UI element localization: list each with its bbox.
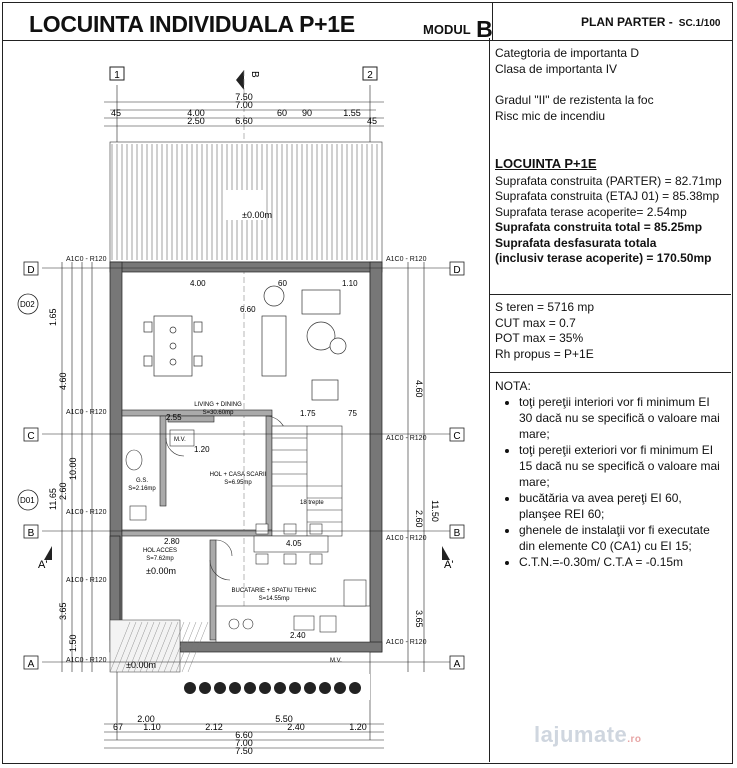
- shrub: [319, 682, 331, 694]
- shrub: [274, 682, 286, 694]
- svg-text:3.65: 3.65: [58, 602, 68, 620]
- modul-letter: B: [476, 16, 493, 42]
- dim-text-right: [414, 380, 440, 628]
- rh-line: Rh propus = P+1E: [495, 346, 594, 361]
- svg-text:5.50: 5.50: [275, 714, 293, 724]
- dim-text-top: [111, 92, 377, 126]
- area-etaj: Suprafata construita (ETAJ 01) = 85.38mp: [495, 189, 720, 203]
- svg-text:1.10: 1.10: [143, 722, 161, 732]
- svg-text:2.60: 2.60: [58, 482, 68, 500]
- svg-text:A1C0 - R120: A1C0 - R120: [386, 435, 427, 442]
- detail-d02: D02: [20, 300, 35, 309]
- svg-text:4.60: 4.60: [58, 372, 68, 390]
- svg-text:A1C0 - R120: A1C0 - R120: [66, 256, 107, 263]
- svg-text:S=14.55mp: S=14.55mp: [258, 596, 290, 602]
- areas-block: [495, 156, 722, 267]
- svg-text:7.00: 7.00: [235, 738, 253, 748]
- pot-line: POT max = 35%: [495, 331, 584, 345]
- detail-d01: D01: [20, 496, 35, 505]
- svg-text:4.05: 4.05: [286, 539, 302, 548]
- shrub: [229, 682, 241, 694]
- svg-text:60: 60: [278, 279, 287, 288]
- shrub: [199, 682, 211, 694]
- svg-text:LIVING + DINING: LIVING + DINING: [194, 402, 242, 408]
- section-label-b: B: [249, 71, 260, 78]
- svg-text:75: 75: [348, 409, 357, 418]
- watermark-logo: lajumate.ro: [534, 722, 642, 747]
- svg-text:6.60: 6.60: [235, 730, 253, 740]
- category-line: Categtoria de importanta D: [495, 46, 640, 60]
- axis-label-1: 1: [114, 70, 120, 81]
- svg-text:67: 67: [112, 722, 124, 732]
- svg-text:C: C: [27, 431, 35, 442]
- svg-text:2.80: 2.80: [164, 537, 180, 546]
- area-parter: Suprafata construita (PARTER) = 82.71mp: [495, 173, 722, 188]
- notes-block: [495, 378, 725, 570]
- shrub: [334, 682, 346, 694]
- svg-text:S=7.62mp: S=7.62mp: [146, 556, 174, 562]
- plan-title: PLAN PARTER - SC.1/100: [581, 15, 721, 29]
- shrub: [304, 682, 316, 694]
- svg-text:A: A: [27, 659, 35, 670]
- svg-text:2.00: 2.00: [137, 714, 155, 724]
- section-title: LOCUINTA P+1E: [495, 156, 597, 171]
- svg-text:11.50: 11.50: [430, 500, 440, 522]
- svg-text:A1C0 - R120: A1C0 - R120: [386, 535, 427, 542]
- axis-label-2: 2: [367, 70, 373, 81]
- svg-text:1.20: 1.20: [194, 445, 210, 454]
- svg-text:60: 60: [276, 108, 288, 118]
- plan-scale: SC.1/100: [678, 18, 721, 29]
- svg-text:4.00: 4.00: [190, 279, 206, 288]
- svg-text:4.60: 4.60: [414, 380, 424, 398]
- dim-text-bottom: [113, 714, 367, 756]
- svg-text:7.50: 7.50: [235, 746, 253, 756]
- notes-title: NOTA:: [495, 379, 531, 393]
- svg-text:S=30.60mp: S=30.60mp: [202, 410, 234, 416]
- header-divider: [492, 3, 493, 40]
- wc-fixtures: [126, 450, 149, 520]
- teren-line: S teren = 5716 mp: [495, 300, 595, 314]
- svg-text:S=6.95mp: S=6.95mp: [224, 480, 252, 486]
- note-item: • ghenele de instalaţii vor fi executate din elemente C0 (CA1) cu EI 15;: [519, 522, 725, 554]
- svg-text:1.75: 1.75: [300, 409, 316, 418]
- svg-text:1.10: 1.10: [342, 279, 358, 288]
- info-panel: [489, 38, 731, 762]
- detail-markers: [18, 294, 38, 510]
- project-title: LOCUINTA INDIVIDUALA P+1E: [29, 11, 355, 37]
- svg-text:1.50: 1.50: [68, 634, 78, 652]
- svg-text:1.55: 1.55: [343, 108, 361, 118]
- svg-text:A1C0 - R120: A1C0 - R120: [66, 409, 107, 416]
- staircase: [272, 426, 342, 536]
- svg-text:45: 45: [110, 108, 122, 118]
- area-desf-1: Suprafata desfasurata totala: [495, 235, 657, 250]
- stairs-label: 18 trepte: [300, 500, 324, 506]
- hol-level: ±0.00m: [146, 566, 176, 576]
- terrace-top-level: ±0.00m: [242, 210, 272, 220]
- title-block: [3, 3, 732, 41]
- svg-text:4.00: 4.00: [187, 108, 205, 118]
- svg-text:D: D: [27, 265, 35, 276]
- svg-text:HOL ACCES: HOL ACCES: [142, 548, 178, 554]
- divider-1: [490, 294, 731, 295]
- svg-text:A: A: [453, 659, 461, 670]
- area-terase: Suprafata terase acoperite= 2.54mp: [495, 204, 687, 219]
- svg-text:B: B: [453, 528, 461, 539]
- svg-text:7.00: 7.00: [235, 100, 253, 110]
- svg-text:2.50: 2.50: [187, 116, 205, 126]
- area-total: Suprafata construita total = 85.25mp: [495, 220, 703, 234]
- svg-text:2.60: 2.60: [414, 510, 424, 528]
- svg-text:2.12: 2.12: [205, 722, 223, 732]
- dim-text-left: [48, 308, 78, 652]
- svg-text:A1C0 - R120: A1C0 - R120: [386, 639, 427, 646]
- shrub: [259, 682, 271, 694]
- cut-line: CUT max = 0.7: [495, 315, 576, 330]
- fire-degree-line: Gradul "II" de rezistenta la foc: [495, 93, 654, 107]
- floor-plan: [4, 40, 488, 762]
- area-desf-2: (inclusiv terase acoperite) = 170.50mp: [495, 251, 712, 265]
- svg-text:11.65: 11.65: [48, 488, 58, 510]
- mv2-label: M.V.: [330, 658, 342, 664]
- note-item: • toţi pereţii interiori vor fi minimum EI 30 dacă nu se specifică o valoare mai mare;: [519, 394, 725, 442]
- svg-text:A1C0 - R120: A1C0 - R120: [386, 256, 427, 263]
- entrance-level: ±0.00m: [126, 660, 156, 670]
- shrub: [244, 682, 256, 694]
- svg-text:HOL + CASA SCARII: HOL + CASA SCARII: [209, 472, 267, 478]
- svg-text:2.40: 2.40: [287, 722, 305, 732]
- shrub: [289, 682, 301, 694]
- note-item: • toţi pereţii exteriori vor fi minimum EI 15 dacă nu se specifică o valoare mai mare;: [519, 442, 725, 490]
- section-arrow-a-left: [44, 546, 52, 560]
- shrub: [349, 682, 361, 694]
- classification-block: [495, 46, 654, 124]
- fire-risk-line: Risc mic de incendiu: [495, 108, 606, 123]
- svg-text:A1C0 - R120: A1C0 - R120: [66, 657, 107, 664]
- svg-text:6.60: 6.60: [240, 305, 256, 314]
- svg-text:2.40: 2.40: [290, 631, 306, 640]
- axis-lines-h: [42, 268, 456, 662]
- svg-text:7.50: 7.50: [235, 92, 253, 102]
- mv-label: M.V.: [174, 437, 186, 443]
- section-label-a-right: A': [444, 559, 454, 571]
- svg-text:45: 45: [366, 116, 378, 126]
- dining-table: [144, 316, 202, 376]
- svg-text:A1C0 - R120: A1C0 - R120: [66, 577, 107, 584]
- svg-text:D: D: [453, 265, 461, 276]
- svg-text:3.65: 3.65: [414, 610, 424, 628]
- svg-text:C: C: [453, 431, 461, 442]
- svg-text:1.65: 1.65: [48, 308, 58, 326]
- svg-text:G.S.: G.S.: [135, 478, 149, 484]
- note-item: • C.T.N.=-0.30m/ C.T.A = -0.15m: [519, 554, 725, 570]
- shrub: [214, 682, 226, 694]
- modul-label: MODUL B: [423, 16, 493, 42]
- svg-text:6.60: 6.60: [235, 116, 253, 126]
- section-label-a-left: A': [38, 559, 48, 571]
- svg-text:BUCATARIE + SPATIU TEHNIC: BUCATARIE + SPATIU TEHNIC: [231, 588, 317, 594]
- class-line: Clasa de importanta IV: [495, 61, 618, 76]
- sofa: [262, 286, 346, 400]
- notes-list: [495, 394, 725, 570]
- section-arrow-a-right: [442, 546, 450, 560]
- svg-text:1.20: 1.20: [349, 722, 367, 732]
- section-arrow-b: [236, 70, 244, 90]
- svg-text:S=2.16mp: S=2.16mp: [128, 486, 156, 492]
- svg-text:B: B: [27, 528, 35, 539]
- svg-text:10.00: 10.00: [68, 457, 78, 480]
- urban-block: [495, 300, 594, 362]
- shrub: [184, 682, 196, 694]
- svg-text:90: 90: [301, 108, 313, 118]
- note-item: • bucătăria va avea pereţi EI 60, planşee REI 60;: [519, 490, 725, 522]
- svg-text:A1C0 - R120: A1C0 - R120: [66, 509, 107, 516]
- svg-text:2.55: 2.55: [166, 413, 182, 422]
- divider-2: [490, 372, 731, 373]
